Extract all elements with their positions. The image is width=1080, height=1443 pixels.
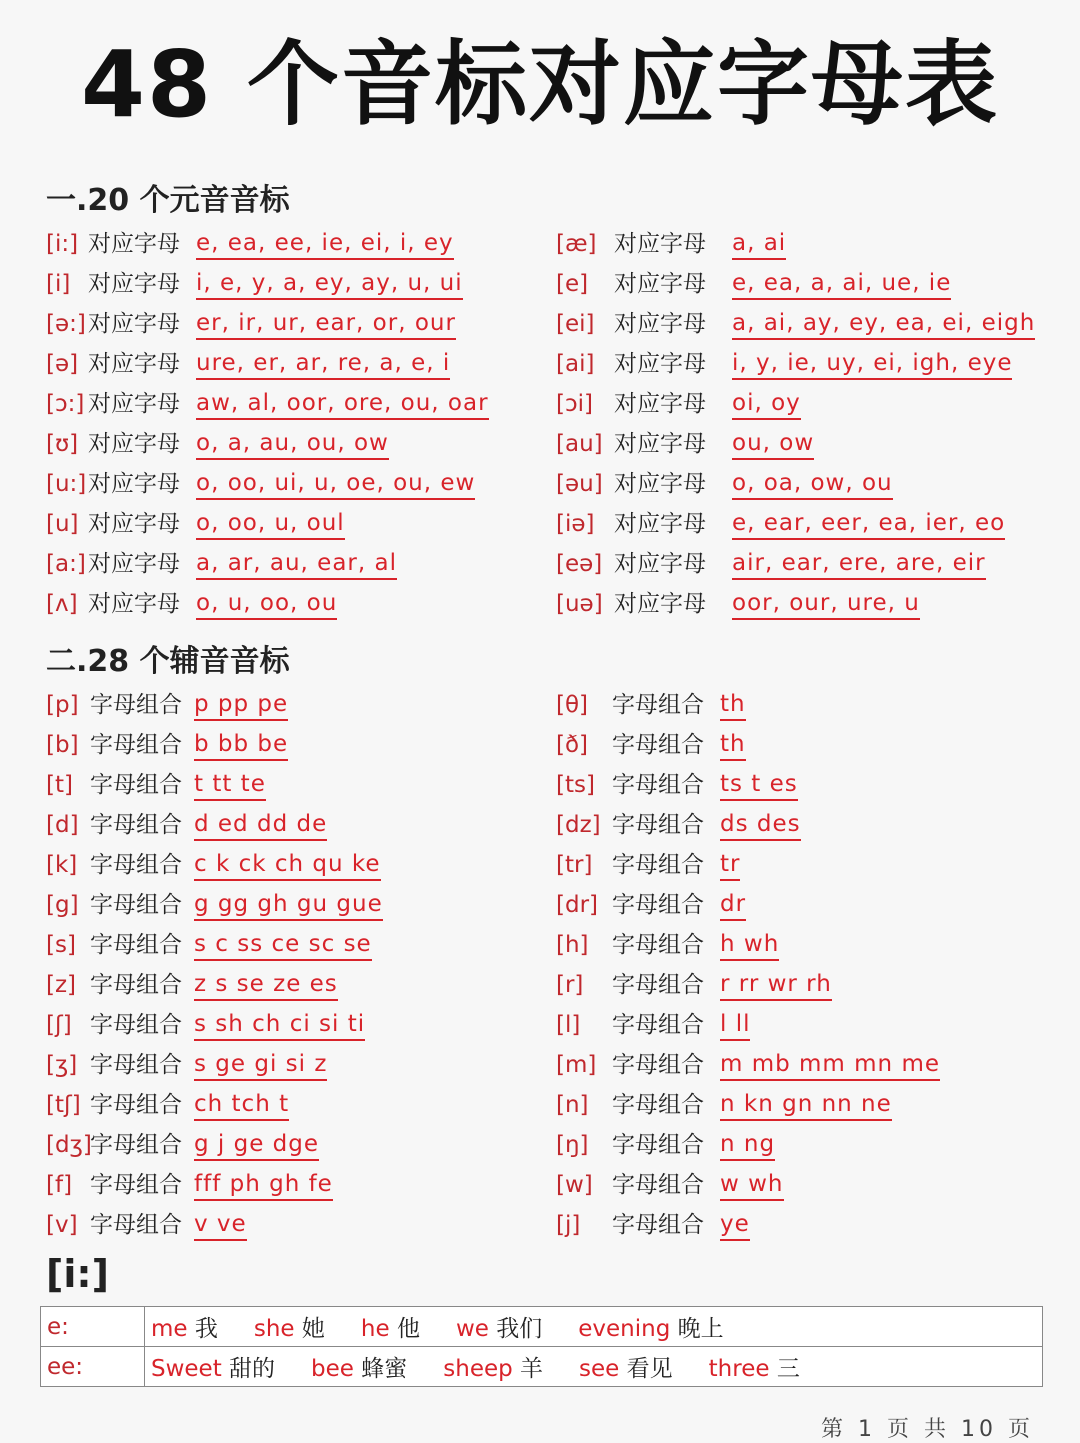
letter-combinations: c k ck ch qu ke [194,849,381,881]
row-label: 对应字母 [88,431,180,457]
letter-combinations: o, oo, ui, u, oe, ou, ew [196,468,475,500]
table-row [46,584,566,624]
word-english: evening [578,1316,671,1342]
table-row [556,384,1076,424]
letter-combinations: e, ear, eer, ea, ier, eo [732,508,1005,540]
letter-combinations: ds des [720,809,801,841]
letter-combinations: r rr wr rh [720,969,832,1001]
vowel-list-left [46,224,566,624]
table-row [46,424,566,464]
phonetic-symbol: [w] [556,1172,593,1198]
row-label: 字母组合 [612,1172,704,1198]
letter-combinations: t tt te [194,769,266,801]
row-label: 字母组合 [90,972,182,998]
example-words [145,1347,1043,1387]
row-label: 字母组合 [90,1212,182,1238]
table-row [46,685,566,725]
table-row [46,805,566,845]
row-label: 对应字母 [614,231,706,257]
consonant-list-left [46,685,566,1245]
row-label: 对应字母 [88,311,180,337]
word-english: she [253,1316,295,1342]
letter-combinations: a, ai, ay, ey, ea, ei, eigh [732,308,1035,340]
table-row [46,1205,566,1245]
row-label: 字母组合 [90,732,182,758]
letter-combinations: aw, al, oor, ore, ou, oar [196,388,489,420]
phonetic-symbol: [dr] [556,892,599,918]
letter-combinations: th [720,689,746,721]
phonetic-symbol: [v] [46,1212,78,1238]
row-label: 字母组合 [612,972,704,998]
letter-combinations: ts t es [720,769,798,801]
row-label: 对应字母 [614,391,706,417]
phonetic-symbol: [l] [556,1012,581,1038]
table-row [46,1125,566,1165]
vowel-section-title: 一.20 个元音音标 [46,183,290,218]
table-row [556,1005,1076,1045]
phonetic-symbol: [ŋ] [556,1132,589,1158]
letter-combinations: ch tch t [194,1089,289,1121]
example-row [41,1347,1043,1387]
row-label: 字母组合 [90,1052,182,1078]
example-word [361,1316,420,1342]
phonetic-symbol: [ɔi] [556,391,593,417]
letter-combinations: a, ai [732,228,786,260]
phonetic-symbol: [m] [556,1052,597,1078]
phonetic-symbol: [b] [46,732,79,758]
letter-combinations: d ed dd de [194,809,327,841]
page-title: 48 个音标对应字母表 [80,31,1000,138]
phonetic-symbol: [r] [556,972,584,998]
row-label: 对应字母 [614,511,706,537]
table-row [46,925,566,965]
table-row [46,1165,566,1205]
phonetic-symbol: [i] [46,271,71,297]
example-symbol: [i:] [46,1252,109,1296]
table-row [556,1045,1076,1085]
table-row [556,845,1076,885]
phonetic-symbol: [eə] [556,551,603,577]
word-english: he [360,1316,390,1342]
letter-combinations: h wh [720,929,779,961]
row-label: 对应字母 [614,271,706,297]
word-chinese: 晚上 [677,1316,724,1342]
row-label: 对应字母 [88,391,180,417]
table-row [556,1165,1076,1205]
word-english: Sweet [151,1356,222,1382]
table-row [46,1085,566,1125]
table-row [556,424,1076,464]
letter-combinations: i, y, ie, uy, ei, igh, eye [732,348,1012,380]
table-row [46,725,566,765]
example-words [145,1307,1043,1347]
row-label: 字母组合 [612,812,704,838]
table-row [556,304,1076,344]
phonetic-symbol: [u] [46,511,79,537]
phonetic-symbol: [ʃ] [46,1012,72,1038]
letter-combinations: o, a, au, ou, ow [196,428,389,460]
table-row [556,765,1076,805]
phonetic-symbol: [ei] [556,311,595,337]
row-label: 字母组合 [612,692,704,718]
row-label: 字母组合 [612,852,704,878]
table-row [46,965,566,1005]
row-label: 对应字母 [88,231,180,257]
phonetic-symbol: [ə:] [46,311,86,337]
letter-combinations: ure, er, ar, re, a, e, i [196,348,450,380]
table-row [556,685,1076,725]
letter-combinations: i, e, y, a, ey, ay, u, ui [196,268,463,300]
example-row [41,1307,1043,1347]
word-chinese: 他 [396,1316,420,1342]
table-row [46,304,566,344]
spelling-key: e: [41,1307,145,1347]
example-word [151,1356,275,1382]
table-row [556,1085,1076,1125]
table-row [46,504,566,544]
phonetic-symbol: [g] [46,892,79,918]
table-row [46,765,566,805]
letter-combinations: dr [720,889,746,921]
letter-combinations: o, oo, u, oul [196,508,345,540]
example-word [579,1356,673,1382]
phonetic-symbol: [d] [46,812,79,838]
phonetic-symbol: [ts] [556,772,595,798]
phonetic-symbol: [s] [46,932,76,958]
row-label: 字母组合 [90,1172,182,1198]
letter-combinations: m mb mm mn me [720,1049,940,1081]
row-label: 字母组合 [90,852,182,878]
word-chinese: 我 [194,1316,218,1342]
letter-combinations: e, ea, a, ai, ue, ie [732,268,951,300]
letter-combinations: air, ear, ere, are, eir [732,548,986,580]
row-label: 字母组合 [612,732,704,758]
row-label: 对应字母 [88,591,180,617]
example-word [151,1316,218,1342]
table-row [46,1005,566,1045]
letter-combinations: oor, our, ure, u [732,588,920,620]
phonetic-symbol: [au] [556,431,603,457]
row-label: 字母组合 [90,892,182,918]
letter-combinations: v ve [194,1209,247,1241]
word-english: sheep [443,1356,513,1382]
table-row [556,264,1076,304]
table-row [556,224,1076,264]
phonetic-symbol: [n] [556,1092,589,1118]
letter-combinations: g gg gh gu gue [194,889,383,921]
word-chinese: 我们 [496,1316,543,1342]
row-label: 对应字母 [614,311,706,337]
table-row [46,1045,566,1085]
table-row [46,264,566,304]
phonetic-symbol: [ð] [556,732,589,758]
word-english: me [151,1316,188,1342]
letter-combinations: n kn gn nn ne [720,1089,892,1121]
phonetic-symbol: [dz] [556,812,601,838]
row-label: 字母组合 [90,1132,182,1158]
row-label: 字母组合 [612,1012,704,1038]
example-word [709,1356,800,1382]
row-label: 对应字母 [614,471,706,497]
row-label: 字母组合 [90,772,182,798]
phonetic-symbol: [ʌ] [46,591,78,617]
phonetic-symbol: [f] [46,1172,73,1198]
phonetic-symbol: [æ] [556,231,597,257]
letter-combinations: s c ss ce sc se [194,929,372,961]
phonetic-symbol: [dʒ] [46,1132,92,1158]
table-row [556,504,1076,544]
phonetic-symbol: [tr] [556,852,593,878]
row-label: 字母组合 [612,1212,704,1238]
vowel-list-right [556,224,1076,624]
word-chinese: 看见 [626,1356,673,1382]
spelling-key: ee: [41,1347,145,1387]
letter-combinations: p pp pe [194,689,288,721]
letter-combinations: b bb be [194,729,288,761]
letter-combinations: l ll [720,1009,750,1041]
phonetic-symbol: [h] [556,932,589,958]
phonetic-symbol: [ə] [46,351,79,377]
example-word [456,1316,542,1342]
table-row [46,464,566,504]
letter-combinations: tr [720,849,740,881]
letter-combinations: ye [720,1209,750,1241]
row-label: 字母组合 [612,1132,704,1158]
consonant-list-right [556,685,1076,1245]
phonetic-symbol: [k] [46,852,78,878]
example-table [40,1306,1043,1387]
table-row [556,1205,1076,1245]
example-word [311,1356,407,1382]
letter-combinations: oi, oy [732,388,801,420]
phonetic-symbol: [əu] [556,471,603,497]
phonetic-symbol: [j] [556,1212,581,1238]
table-row [556,805,1076,845]
row-label: 字母组合 [612,1052,704,1078]
row-label: 对应字母 [614,351,706,377]
page-footer: 第 1 页 共 10 页 [821,1417,1034,1442]
phonetic-symbol: [ʊ] [46,431,79,457]
word-chinese: 蜂蜜 [361,1356,408,1382]
table-row [46,544,566,584]
phonetic-symbol: [u:] [46,471,87,497]
example-word [578,1316,723,1342]
phonetic-symbol: [ʒ] [46,1052,78,1078]
row-label: 字母组合 [612,932,704,958]
word-english: three [708,1356,770,1382]
word-english: bee [311,1356,354,1382]
phonetic-symbol: [i:] [46,231,79,257]
row-label: 对应字母 [88,551,180,577]
word-english: we [455,1316,489,1342]
letter-combinations: g j ge dge [194,1129,319,1161]
table-row [556,725,1076,765]
table-row [556,584,1076,624]
phonetic-symbol: [uə] [556,591,603,617]
phonetic-symbol: [ai] [556,351,595,377]
row-label: 对应字母 [88,511,180,537]
table-row [46,224,566,264]
letter-combinations: th [720,729,746,761]
word-chinese: 三 [776,1356,800,1382]
example-word [443,1356,543,1382]
letter-combinations: o, oa, ow, ou [732,468,893,500]
letter-combinations: fff ph gh fe [194,1169,333,1201]
table-row [556,544,1076,584]
letter-combinations: n ng [720,1129,775,1161]
row-label: 字母组合 [90,812,182,838]
phonetic-symbol: [p] [46,692,79,718]
word-english: see [579,1356,620,1382]
row-label: 对应字母 [88,271,180,297]
phonetic-symbol: [a:] [46,551,86,577]
table-row [46,384,566,424]
phonetic-symbol: [e] [556,271,589,297]
letter-combinations: a, ar, au, ear, al [196,548,397,580]
row-label: 对应字母 [88,471,180,497]
row-label: 对应字母 [614,591,706,617]
letter-combinations: o, u, oo, ou [196,588,337,620]
row-label: 字母组合 [90,1012,182,1038]
row-label: 字母组合 [90,932,182,958]
letter-combinations: s ge gi si z [194,1049,327,1081]
table-row [46,845,566,885]
table-row [556,344,1076,384]
table-row [46,344,566,384]
phonetic-symbol: [θ] [556,692,589,718]
row-label: 对应字母 [614,551,706,577]
example-word [254,1316,325,1342]
word-chinese: 羊 [520,1356,544,1382]
row-label: 对应字母 [88,351,180,377]
letter-combinations: ou, ow [732,428,814,460]
letter-combinations: z s se ze es [194,969,338,1001]
phonetic-symbol: [iə] [556,511,595,537]
consonant-section-title: 二.28 个辅音音标 [46,644,290,679]
table-row [556,925,1076,965]
phonetic-symbol: [t] [46,772,73,798]
letter-combinations: e, ea, ee, ie, ei, i, ey [196,228,454,260]
phonetic-symbol: [ɔ:] [46,391,85,417]
table-row [46,885,566,925]
table-row [556,965,1076,1005]
phonetic-symbol: [tʃ] [46,1092,81,1118]
table-row [556,885,1076,925]
row-label: 对应字母 [614,431,706,457]
letter-combinations: w wh [720,1169,784,1201]
table-row [556,1125,1076,1165]
letter-combinations: er, ir, ur, ear, or, our [196,308,456,340]
row-label: 字母组合 [90,692,182,718]
table-row [556,464,1076,504]
row-label: 字母组合 [612,1092,704,1118]
row-label: 字母组合 [612,892,704,918]
row-label: 字母组合 [90,1092,182,1118]
phonetic-symbol: [z] [46,972,77,998]
word-chinese: 甜的 [229,1356,276,1382]
letter-combinations: s sh ch ci si ti [194,1009,365,1041]
word-chinese: 她 [301,1316,325,1342]
row-label: 字母组合 [612,772,704,798]
